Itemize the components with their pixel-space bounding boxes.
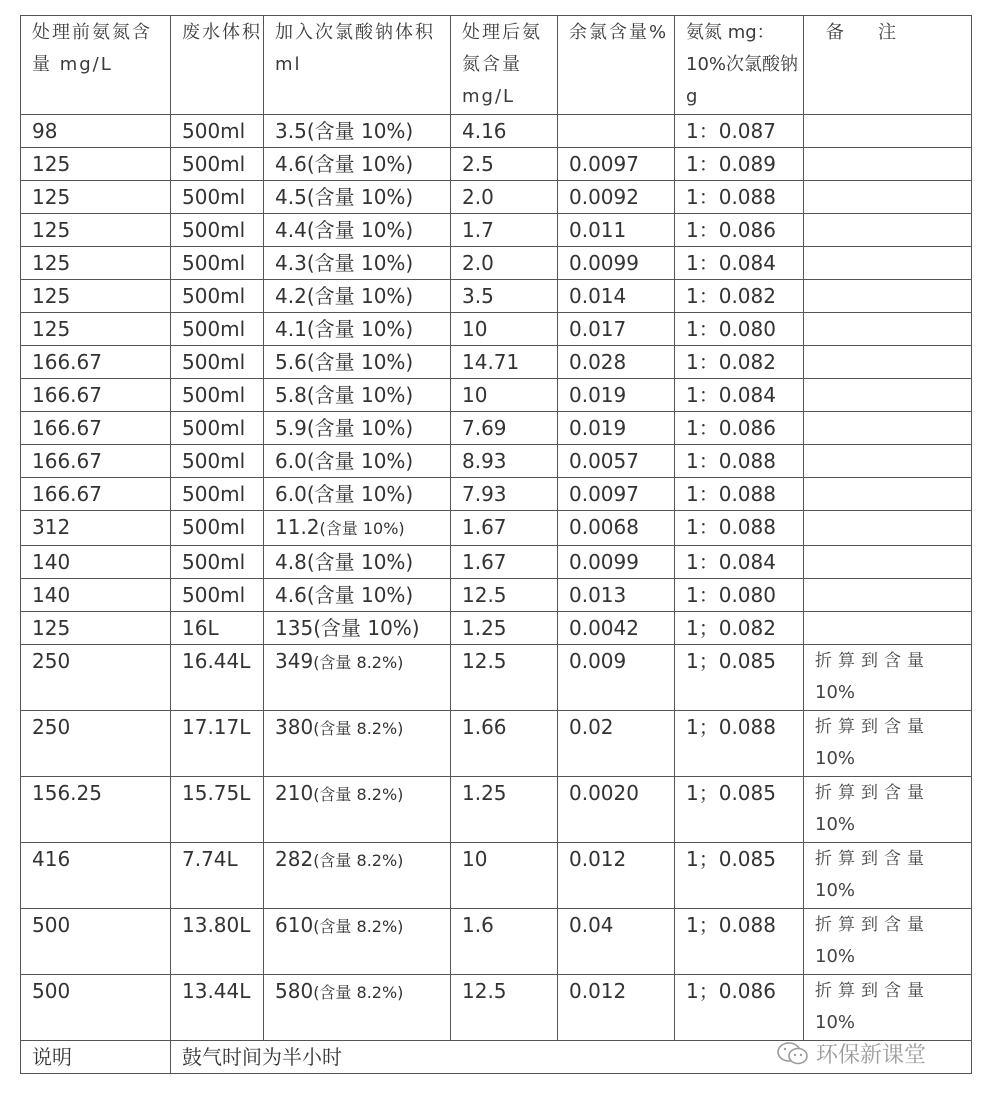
cell-after-ammonia: 10 bbox=[451, 843, 558, 909]
cell-ratio: 1：0.088 bbox=[675, 478, 804, 511]
cell-before-ammonia: 156.25 bbox=[21, 777, 171, 843]
naclo-amount: 4.2 bbox=[275, 284, 307, 308]
naclo-amount: 4.1 bbox=[275, 317, 307, 341]
table-row bbox=[21, 645, 972, 711]
note-text: 折算到含量 bbox=[815, 915, 930, 935]
cell-after-ammonia: 12.5 bbox=[451, 645, 558, 711]
cell-note bbox=[804, 379, 972, 412]
cell-after-ammonia: 1.7 bbox=[451, 214, 558, 247]
cell-ratio: 1；0.085 bbox=[675, 645, 804, 711]
cell-after-ammonia: 2.5 bbox=[451, 148, 558, 181]
cell-naclo-volume bbox=[264, 546, 451, 579]
note-text: 折算到含量 bbox=[815, 717, 930, 737]
naclo-concentration: (含量 8.2%) bbox=[313, 851, 404, 870]
table-row bbox=[21, 379, 972, 412]
wechat-icon bbox=[776, 1041, 810, 1067]
cell-wastewater-volume: 500ml bbox=[171, 280, 264, 313]
cell-after-ammonia: 12.5 bbox=[451, 975, 558, 1041]
cell-naclo-volume bbox=[264, 843, 451, 909]
cell-ratio: 1：0.082 bbox=[675, 346, 804, 379]
table-row bbox=[21, 777, 972, 843]
cell-naclo-volume bbox=[264, 612, 451, 645]
naclo-amount: 580 bbox=[275, 979, 314, 1003]
table-row bbox=[21, 511, 972, 546]
cell-ratio: 1；0.088 bbox=[675, 711, 804, 777]
footer-label: 说明 bbox=[21, 1041, 171, 1074]
header-residual-chlorine: 余氯含量% bbox=[558, 16, 675, 115]
naclo-concentration: (含量 10%) bbox=[306, 449, 414, 473]
cell-note bbox=[804, 975, 972, 1041]
header-wastewater-volume: 废水体积 bbox=[171, 16, 264, 115]
naclo-amount: 210 bbox=[275, 781, 314, 805]
header-naclo-volume: 加入次氯酸钠体积 ml bbox=[264, 16, 451, 115]
note-text: 折算到含量 bbox=[815, 981, 930, 1001]
cell-note bbox=[804, 148, 972, 181]
naclo-concentration: (含量 10%) bbox=[306, 218, 414, 242]
cell-residual-chlorine: 0.011 bbox=[558, 214, 675, 247]
cell-wastewater-volume: 16L bbox=[171, 612, 264, 645]
naclo-amount: 349 bbox=[275, 649, 314, 673]
header-after-ammonia: 处理后氨氮含量 mg/L bbox=[451, 16, 558, 115]
cell-ratio: 1：0.089 bbox=[675, 148, 804, 181]
cell-ratio: 1；0.082 bbox=[675, 612, 804, 645]
cell-before-ammonia: 312 bbox=[21, 511, 171, 546]
naclo-concentration: (含量 10%) bbox=[306, 350, 414, 374]
cell-naclo-volume bbox=[264, 579, 451, 612]
cell-note bbox=[804, 579, 972, 612]
cell-residual-chlorine: 0.04 bbox=[558, 909, 675, 975]
cell-ratio: 1：0.084 bbox=[675, 247, 804, 280]
cell-residual-chlorine: 0.0020 bbox=[558, 777, 675, 843]
cell-wastewater-volume: 13.80L bbox=[171, 909, 264, 975]
cell-naclo-volume bbox=[264, 711, 451, 777]
cell-before-ammonia: 125 bbox=[21, 612, 171, 645]
cell-note bbox=[804, 181, 972, 214]
cell-note bbox=[804, 115, 972, 148]
cell-wastewater-volume: 500ml bbox=[171, 379, 264, 412]
cell-wastewater-volume: 15.75L bbox=[171, 777, 264, 843]
cell-note bbox=[804, 777, 972, 843]
cell-wastewater-volume: 13.44L bbox=[171, 975, 264, 1041]
naclo-concentration: (含量 10%) bbox=[306, 416, 414, 440]
cell-naclo-volume bbox=[264, 280, 451, 313]
cell-residual-chlorine: 0.028 bbox=[558, 346, 675, 379]
cell-before-ammonia: 125 bbox=[21, 247, 171, 280]
cell-naclo-volume bbox=[264, 909, 451, 975]
cell-wastewater-volume: 500ml bbox=[171, 214, 264, 247]
note-percent: 10% bbox=[815, 880, 856, 901]
cell-before-ammonia: 166.67 bbox=[21, 445, 171, 478]
cell-before-ammonia: 166.67 bbox=[21, 478, 171, 511]
cell-before-ammonia: 125 bbox=[21, 181, 171, 214]
cell-after-ammonia: 14.71 bbox=[451, 346, 558, 379]
table-row bbox=[21, 412, 972, 445]
cell-ratio: 1：0.086 bbox=[675, 214, 804, 247]
cell-residual-chlorine: 0.013 bbox=[558, 579, 675, 612]
cell-naclo-volume bbox=[264, 975, 451, 1041]
table-row bbox=[21, 843, 972, 909]
cell-ratio: 1：0.088 bbox=[675, 511, 804, 546]
cell-after-ammonia: 4.16 bbox=[451, 115, 558, 148]
cell-wastewater-volume: 500ml bbox=[171, 181, 264, 214]
cell-note bbox=[804, 711, 972, 777]
cell-note bbox=[804, 511, 972, 546]
cell-ratio: 1：0.080 bbox=[675, 579, 804, 612]
cell-before-ammonia: 500 bbox=[21, 975, 171, 1041]
cell-residual-chlorine: 0.017 bbox=[558, 313, 675, 346]
cell-note bbox=[804, 612, 972, 645]
cell-ratio: 1：0.088 bbox=[675, 445, 804, 478]
watermark-text: 环保新课堂 bbox=[816, 1043, 927, 1068]
cell-residual-chlorine: 0.012 bbox=[558, 843, 675, 909]
naclo-amount: 5.9 bbox=[275, 416, 307, 440]
cell-after-ammonia: 8.93 bbox=[451, 445, 558, 478]
cell-residual-chlorine: 0.014 bbox=[558, 280, 675, 313]
naclo-amount: 5.6 bbox=[275, 350, 307, 374]
cell-before-ammonia: 98 bbox=[21, 115, 171, 148]
table-row bbox=[21, 975, 972, 1041]
naclo-concentration: (含量 10%) bbox=[306, 185, 414, 209]
header-ratio: 氨氮 mg：10%次氯酸钠 g bbox=[675, 16, 804, 115]
cell-after-ammonia: 1.66 bbox=[451, 711, 558, 777]
cell-wastewater-volume: 500ml bbox=[171, 511, 264, 546]
cell-residual-chlorine: 0.0068 bbox=[558, 511, 675, 546]
cell-note bbox=[804, 313, 972, 346]
cell-before-ammonia: 250 bbox=[21, 711, 171, 777]
table-row bbox=[21, 115, 972, 148]
header-before-ammonia: 处理前氨氮含量 mg/L bbox=[21, 16, 171, 115]
cell-wastewater-volume: 500ml bbox=[171, 247, 264, 280]
cell-ratio: 1：0.084 bbox=[675, 546, 804, 579]
table-row bbox=[21, 445, 972, 478]
cell-after-ammonia: 2.0 bbox=[451, 247, 558, 280]
naclo-amount: 4.8 bbox=[275, 550, 307, 574]
note-percent: 10% bbox=[815, 748, 856, 769]
naclo-concentration: (含量 10%) bbox=[306, 482, 414, 506]
table-row bbox=[21, 579, 972, 612]
cell-after-ammonia: 7.93 bbox=[451, 478, 558, 511]
table-row bbox=[21, 909, 972, 975]
cell-wastewater-volume: 16.44L bbox=[171, 645, 264, 711]
table-row bbox=[21, 313, 972, 346]
table-row bbox=[21, 181, 972, 214]
cell-residual-chlorine: 0.019 bbox=[558, 412, 675, 445]
cell-after-ammonia: 1.6 bbox=[451, 909, 558, 975]
cell-residual-chlorine: 0.0099 bbox=[558, 247, 675, 280]
table-header-row bbox=[21, 16, 972, 115]
cell-wastewater-volume: 500ml bbox=[171, 148, 264, 181]
cell-after-ammonia: 1.67 bbox=[451, 546, 558, 579]
cell-note bbox=[804, 214, 972, 247]
naclo-amount: 6.0 bbox=[275, 449, 307, 473]
note-percent: 10% bbox=[815, 682, 856, 703]
naclo-concentration: (含量 10%) bbox=[306, 550, 414, 574]
cell-note bbox=[804, 247, 972, 280]
table-row bbox=[21, 478, 972, 511]
cell-wastewater-volume: 500ml bbox=[171, 478, 264, 511]
cell-naclo-volume bbox=[264, 181, 451, 214]
cell-naclo-volume bbox=[264, 478, 451, 511]
naclo-amount: 4.3 bbox=[275, 251, 307, 275]
cell-after-ammonia: 2.0 bbox=[451, 181, 558, 214]
naclo-amount: 4.4 bbox=[275, 218, 307, 242]
cell-after-ammonia: 10 bbox=[451, 313, 558, 346]
naclo-concentration: (含量 10%) bbox=[306, 317, 414, 341]
cell-wastewater-volume: 500ml bbox=[171, 546, 264, 579]
naclo-concentration: (含量 8.2%) bbox=[313, 917, 404, 936]
ammonia-treatment-table bbox=[20, 15, 972, 1074]
note-text: 折算到含量 bbox=[815, 849, 930, 869]
naclo-amount: 3.5 bbox=[275, 119, 307, 143]
cell-before-ammonia: 416 bbox=[21, 843, 171, 909]
cell-residual-chlorine: 0.0042 bbox=[558, 612, 675, 645]
cell-wastewater-volume: 500ml bbox=[171, 115, 264, 148]
cell-ratio: 1；0.085 bbox=[675, 777, 804, 843]
cell-naclo-volume bbox=[264, 148, 451, 181]
cell-after-ammonia: 12.5 bbox=[451, 579, 558, 612]
cell-before-ammonia: 166.67 bbox=[21, 412, 171, 445]
cell-residual-chlorine: 0.012 bbox=[558, 975, 675, 1041]
table-row bbox=[21, 280, 972, 313]
cell-wastewater-volume: 17.17L bbox=[171, 711, 264, 777]
cell-note bbox=[804, 645, 972, 711]
cell-before-ammonia: 125 bbox=[21, 148, 171, 181]
cell-before-ammonia: 140 bbox=[21, 546, 171, 579]
cell-ratio: 1：0.082 bbox=[675, 280, 804, 313]
cell-before-ammonia: 250 bbox=[21, 645, 171, 711]
cell-naclo-volume bbox=[264, 214, 451, 247]
cell-residual-chlorine: 0.0097 bbox=[558, 478, 675, 511]
naclo-concentration: (含量 10%) bbox=[306, 383, 414, 407]
naclo-concentration: (含量 10%) bbox=[306, 119, 414, 143]
naclo-concentration: (含量 10%) bbox=[306, 583, 414, 607]
cell-wastewater-volume: 500ml bbox=[171, 445, 264, 478]
cell-ratio: 1：0.086 bbox=[675, 412, 804, 445]
naclo-amount: 4.5 bbox=[275, 185, 307, 209]
cell-ratio: 1；0.086 bbox=[675, 975, 804, 1041]
cell-wastewater-volume: 500ml bbox=[171, 412, 264, 445]
note-percent: 10% bbox=[815, 946, 856, 967]
cell-ratio: 1：0.084 bbox=[675, 379, 804, 412]
cell-after-ammonia: 3.5 bbox=[451, 280, 558, 313]
cell-note bbox=[804, 346, 972, 379]
cell-note bbox=[804, 843, 972, 909]
cell-naclo-volume bbox=[264, 313, 451, 346]
naclo-amount: 610 bbox=[275, 913, 314, 937]
cell-before-ammonia: 166.67 bbox=[21, 346, 171, 379]
cell-ratio: 1；0.085 bbox=[675, 843, 804, 909]
naclo-concentration: (含量 10%) bbox=[319, 519, 405, 538]
note-percent: 10% bbox=[815, 1012, 856, 1033]
cell-wastewater-volume: 500ml bbox=[171, 313, 264, 346]
naclo-amount: 380 bbox=[275, 715, 314, 739]
cell-naclo-volume bbox=[264, 115, 451, 148]
cell-before-ammonia: 166.67 bbox=[21, 379, 171, 412]
cell-naclo-volume bbox=[264, 445, 451, 478]
cell-note bbox=[804, 412, 972, 445]
cell-residual-chlorine: 0.0092 bbox=[558, 181, 675, 214]
cell-residual-chlorine: 0.0057 bbox=[558, 445, 675, 478]
cell-after-ammonia: 1.25 bbox=[451, 612, 558, 645]
cell-note bbox=[804, 445, 972, 478]
cell-note bbox=[804, 478, 972, 511]
cell-residual-chlorine: 0.0097 bbox=[558, 148, 675, 181]
watermark bbox=[776, 1038, 926, 1069]
cell-naclo-volume bbox=[264, 379, 451, 412]
table-row bbox=[21, 711, 972, 777]
naclo-concentration: (含量 8.2%) bbox=[313, 719, 404, 738]
naclo-amount: 135 bbox=[275, 616, 314, 640]
cell-wastewater-volume: 500ml bbox=[171, 579, 264, 612]
cell-residual-chlorine: 0.0099 bbox=[558, 546, 675, 579]
cell-before-ammonia: 140 bbox=[21, 579, 171, 612]
cell-wastewater-volume: 500ml bbox=[171, 346, 264, 379]
cell-ratio: 1；0.088 bbox=[675, 909, 804, 975]
header-note-part: 注 bbox=[878, 22, 896, 43]
cell-residual-chlorine: 0.02 bbox=[558, 711, 675, 777]
naclo-amount: 5.8 bbox=[275, 383, 307, 407]
cell-ratio: 1：0.087 bbox=[675, 115, 804, 148]
naclo-concentration: (含量 8.2%) bbox=[313, 983, 404, 1002]
cell-ratio: 1：0.080 bbox=[675, 313, 804, 346]
cell-after-ammonia: 1.67 bbox=[451, 511, 558, 546]
cell-before-ammonia: 500 bbox=[21, 909, 171, 975]
cell-residual-chlorine bbox=[558, 115, 675, 148]
naclo-concentration: (含量 10%) bbox=[306, 152, 414, 176]
cell-naclo-volume bbox=[264, 412, 451, 445]
cell-after-ammonia: 10 bbox=[451, 379, 558, 412]
cell-ratio: 1：0.088 bbox=[675, 181, 804, 214]
naclo-amount: 4.6 bbox=[275, 583, 307, 607]
cell-residual-chlorine: 0.019 bbox=[558, 379, 675, 412]
header-note-part: 备 bbox=[826, 22, 844, 43]
table-row bbox=[21, 247, 972, 280]
cell-naclo-volume bbox=[264, 777, 451, 843]
cell-note bbox=[804, 546, 972, 579]
header-note bbox=[804, 16, 972, 115]
naclo-concentration: (含量 10%) bbox=[306, 284, 414, 308]
naclo-concentration: (含量 8.2%) bbox=[313, 785, 404, 804]
cell-note bbox=[804, 280, 972, 313]
note-percent: 10% bbox=[815, 814, 856, 835]
cell-after-ammonia: 7.69 bbox=[451, 412, 558, 445]
table-row bbox=[21, 546, 972, 579]
table-row bbox=[21, 612, 972, 645]
cell-naclo-volume bbox=[264, 247, 451, 280]
table-row bbox=[21, 346, 972, 379]
naclo-concentration: (含量 10%) bbox=[313, 616, 420, 640]
cell-naclo-volume bbox=[264, 511, 451, 546]
naclo-amount: 11.2 bbox=[275, 515, 320, 539]
cell-naclo-volume bbox=[264, 346, 451, 379]
table-row bbox=[21, 148, 972, 181]
cell-after-ammonia: 1.25 bbox=[451, 777, 558, 843]
cell-wastewater-volume: 7.74L bbox=[171, 843, 264, 909]
naclo-concentration: (含量 8.2%) bbox=[313, 653, 404, 672]
footer-text: 鼓气时间为半小时 bbox=[171, 1041, 972, 1074]
naclo-amount: 4.6 bbox=[275, 152, 307, 176]
cell-before-ammonia: 125 bbox=[21, 313, 171, 346]
cell-before-ammonia: 125 bbox=[21, 214, 171, 247]
naclo-amount: 6.0 bbox=[275, 482, 307, 506]
naclo-concentration: (含量 10%) bbox=[306, 251, 414, 275]
cell-before-ammonia: 125 bbox=[21, 280, 171, 313]
naclo-amount: 282 bbox=[275, 847, 314, 871]
cell-residual-chlorine: 0.009 bbox=[558, 645, 675, 711]
table-row bbox=[21, 214, 972, 247]
cell-note bbox=[804, 909, 972, 975]
cell-naclo-volume bbox=[264, 645, 451, 711]
note-text: 折算到含量 bbox=[815, 651, 930, 671]
note-text: 折算到含量 bbox=[815, 783, 930, 803]
